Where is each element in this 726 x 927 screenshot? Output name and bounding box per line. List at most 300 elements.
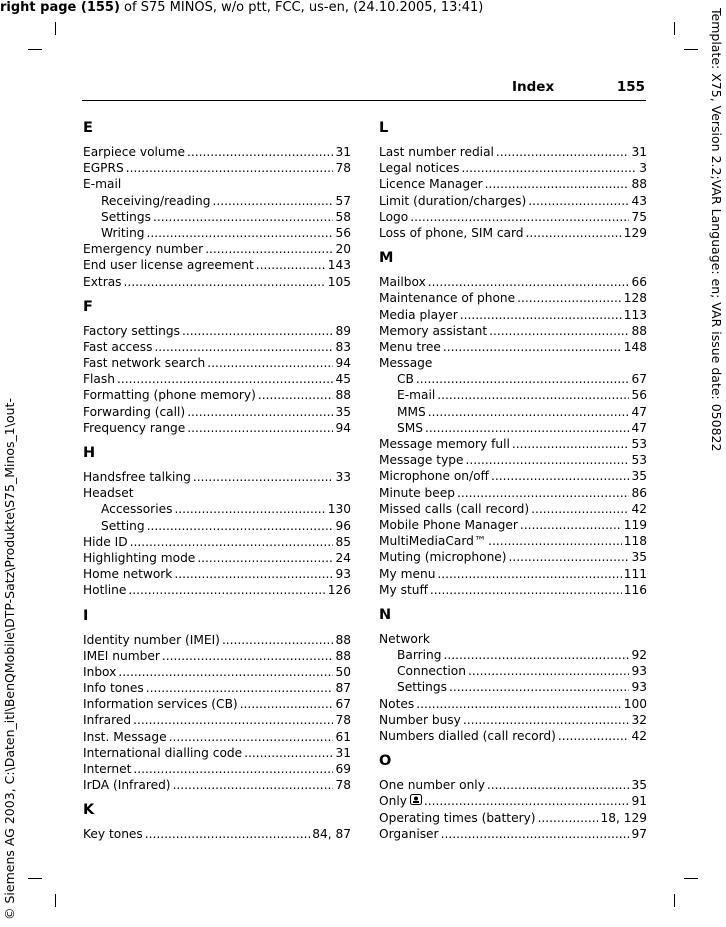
- crop-mark: [55, 894, 56, 907]
- index-entry: [379, 501, 647, 517]
- entry-term: Writing: [101, 225, 145, 240]
- entry-term: One number only: [379, 778, 485, 793]
- leader-dots: [174, 566, 333, 582]
- page-reference: 128: [623, 291, 647, 306]
- page-reference: 118: [623, 534, 647, 549]
- index-subentry: [379, 387, 647, 403]
- leader-dots: [147, 518, 334, 534]
- entry-term: Last number redial: [379, 145, 494, 159]
- print-header-info: of S75 MINOS, w/o ptt, FCC, us-en, (24.10.2005, 13:41): [119, 0, 484, 15]
- index-entry: [83, 761, 351, 777]
- index-section: [379, 118, 647, 241]
- leader-dots: [449, 679, 629, 695]
- entry-term: Infrared: [83, 713, 132, 728]
- index-entry: [83, 745, 351, 761]
- leader-dots: [256, 257, 326, 273]
- entry-term: Message memory full: [379, 437, 510, 451]
- entry-term: Accessories: [101, 502, 173, 517]
- entry-term: Extras: [83, 274, 122, 289]
- index-entry: [379, 274, 647, 290]
- entry-term: Identity number (IMEI): [83, 632, 220, 647]
- page-reference: 78: [335, 713, 351, 728]
- page-reference: 35: [335, 404, 351, 419]
- index-section: [83, 118, 351, 290]
- leader-dots: [428, 274, 630, 290]
- leader-dots: [468, 663, 630, 679]
- index-subentry: [83, 518, 351, 534]
- leader-dots: [512, 436, 630, 452]
- leader-dots: [173, 777, 334, 793]
- page-reference: 18, 129: [600, 810, 647, 825]
- entry-term: Receiving/reading: [101, 193, 211, 208]
- crop-mark: [28, 878, 42, 879]
- leader-dots: [197, 550, 333, 566]
- page-reference: 148: [623, 339, 647, 354]
- index-entry: [83, 582, 351, 598]
- entry-term: Operating times (battery): [379, 810, 536, 825]
- entry-term: Organiser: [379, 826, 439, 841]
- entry-term: MMS: [397, 404, 426, 419]
- index-entry: [83, 160, 351, 176]
- leader-dots: [126, 160, 334, 176]
- page-reference: 45: [335, 372, 351, 387]
- leader-dots: [443, 647, 629, 663]
- index-entry: [83, 777, 351, 793]
- entry-term: Hotline: [83, 583, 127, 598]
- entry-term: Forwarding (call): [83, 404, 186, 419]
- page-reference: 88: [335, 648, 351, 663]
- index-entry: [83, 696, 351, 712]
- entry-term: EGPRS: [83, 161, 124, 176]
- page-reference: 116: [623, 582, 647, 597]
- entry-term: Fast network search: [83, 356, 206, 371]
- entry-term: Number busy: [379, 712, 461, 727]
- page-reference: 3: [639, 161, 647, 176]
- index-section: [379, 248, 647, 598]
- index-subentry: [379, 404, 647, 420]
- index-entry: [379, 712, 647, 728]
- entry-term: Mobile Phone Manager: [379, 517, 518, 532]
- index-entry: [83, 241, 351, 257]
- leader-dots: [441, 826, 630, 842]
- leader-dots: [117, 371, 334, 387]
- index-subentry: [379, 679, 647, 695]
- leader-dots: [154, 339, 333, 355]
- entry-term: International dialling code: [83, 745, 243, 760]
- index-entry: [83, 566, 351, 582]
- index-entry: [379, 452, 647, 468]
- leader-dots: [487, 777, 630, 793]
- index-entry: [379, 549, 647, 565]
- entry-term: Formatting (phone memory): [83, 388, 256, 403]
- page-number: 155: [616, 79, 645, 95]
- index-entry: [83, 404, 351, 420]
- crop-mark: [684, 49, 698, 50]
- leader-dots: [466, 452, 630, 468]
- index-entry: [83, 826, 351, 842]
- leader-dots: [205, 241, 333, 257]
- page-reference: 97: [631, 826, 647, 841]
- entry-term: Menu tree: [379, 339, 441, 354]
- page-reference: 56: [335, 225, 351, 240]
- index-entry: [83, 355, 351, 371]
- leader-dots: [240, 696, 334, 712]
- index-entry: [83, 387, 351, 403]
- entry-term: Setting: [101, 518, 145, 533]
- leader-dots: [517, 290, 622, 306]
- section-letter: H: [83, 445, 96, 461]
- index-entry: [379, 436, 647, 452]
- index-section: [83, 443, 351, 599]
- leader-dots: [146, 680, 334, 696]
- index-entry: [83, 469, 351, 485]
- page-reference: 105: [327, 274, 351, 289]
- index-entry: [83, 176, 351, 192]
- page-reference: 53: [631, 453, 647, 468]
- index-entry: [379, 323, 647, 339]
- entry-term: MultiMediaCard™: [379, 534, 487, 549]
- crop-mark: [28, 49, 42, 50]
- index-entry: [379, 566, 647, 582]
- entry-term: End user license agreement: [83, 258, 254, 273]
- index-entry: [379, 176, 647, 192]
- leader-dots: [457, 485, 630, 501]
- entry-term: Frequency range: [83, 420, 186, 435]
- entry-term: Media player: [379, 307, 458, 322]
- index-subentry: [83, 193, 351, 209]
- index-entry: [83, 632, 351, 648]
- entry-term: Headset: [83, 486, 134, 501]
- index-section: [83, 606, 351, 794]
- section-letter: I: [83, 607, 89, 624]
- leader-dots: [520, 517, 622, 533]
- entry-term: Licence Manager: [379, 177, 483, 192]
- entry-term: Limit (duration/charges): [379, 193, 527, 208]
- index-entry: [379, 777, 647, 793]
- entry-term: Highlighting mode: [83, 550, 196, 565]
- index-subentry: [83, 225, 351, 241]
- index-entry: [83, 550, 351, 566]
- index-entry: [379, 793, 647, 809]
- leader-dots: [118, 664, 333, 680]
- page-reference: 35: [631, 469, 647, 484]
- index-entry: [379, 225, 647, 241]
- index-column-right: [379, 118, 647, 849]
- index-entry: [379, 209, 647, 225]
- leader-dots: [488, 533, 622, 549]
- template-info-text: Template: X75, Version 2.2;VAR Language: en; VAR issue date: 050822: [709, 8, 724, 452]
- entry-term: Inst. Message: [83, 729, 167, 744]
- leader-dots: [509, 549, 630, 565]
- page-reference: 88: [631, 323, 647, 338]
- index-entry: [379, 193, 647, 209]
- leader-dots: [428, 404, 630, 420]
- page-reference: 111: [623, 566, 647, 581]
- index-entry: [83, 257, 351, 273]
- index-subentry: [379, 420, 647, 436]
- leader-dots: [187, 420, 333, 436]
- leader-dots: [416, 371, 630, 387]
- page-reference: 93: [335, 567, 351, 582]
- index-section: [83, 297, 351, 436]
- print-header-page: right page (155): [0, 0, 120, 15]
- page-reference: 43: [631, 193, 647, 208]
- index-entry: [83, 485, 351, 501]
- leader-dots: [424, 793, 630, 809]
- entry-term: Hide ID: [83, 534, 128, 549]
- entry-term: Microphone on/off: [379, 469, 489, 484]
- entry-term: Network: [379, 631, 430, 646]
- page-reference: 42: [631, 729, 647, 743]
- leader-dots: [130, 534, 334, 550]
- entry-term: Settings: [397, 680, 447, 695]
- index-entry: [379, 582, 647, 598]
- page-reference: 86: [631, 485, 647, 500]
- index-subentry: [379, 663, 647, 679]
- leader-dots: [528, 193, 629, 209]
- leader-dots: [558, 728, 630, 744]
- page-reference: 91: [631, 794, 647, 809]
- entry-term: Emergency number: [83, 242, 204, 257]
- entry-term: Factory settings: [83, 323, 180, 338]
- leader-dots: [485, 176, 630, 192]
- index-entry: [83, 371, 351, 387]
- page-reference: 31: [631, 145, 647, 159]
- leader-dots: [489, 323, 629, 339]
- entry-term: Mailbox: [379, 275, 426, 290]
- entry-term: Key tones: [83, 827, 143, 842]
- page-reference: 93: [631, 680, 647, 695]
- entry-term: Numbers dialled (call record): [379, 729, 556, 743]
- index-entry: [379, 826, 647, 842]
- entry-term: Maintenance of phone: [379, 291, 516, 306]
- index-entry: [379, 517, 647, 533]
- entry-term: E-mail: [83, 177, 122, 192]
- page-reference: 88: [631, 177, 647, 192]
- leader-dots: [491, 468, 630, 484]
- index-entry: [379, 631, 647, 647]
- index-entry: [379, 355, 647, 371]
- page-reference: 31: [335, 745, 351, 760]
- index-entry: [379, 533, 647, 549]
- leader-dots: [147, 225, 334, 241]
- leader-dots: [145, 826, 310, 842]
- index-section: [379, 605, 647, 744]
- page-reference: 85: [335, 534, 351, 549]
- entry-term: Memory assistant: [379, 323, 488, 338]
- entry-term: Information services (CB): [83, 697, 238, 712]
- leader-dots: [430, 582, 622, 598]
- crop-mark: [674, 22, 675, 35]
- section-letter: K: [83, 802, 95, 819]
- leader-dots: [124, 274, 326, 290]
- page-reference: 20: [335, 242, 351, 257]
- section-letter: O: [379, 753, 392, 770]
- crop-mark: [684, 878, 698, 879]
- page-reference: 67: [631, 372, 647, 387]
- leader-dots: [425, 420, 629, 436]
- entry-term: Internet: [83, 762, 132, 776]
- leader-dots: [437, 566, 621, 582]
- leader-dots: [162, 648, 334, 664]
- crop-mark: [55, 22, 56, 35]
- section-letter: L: [379, 120, 389, 136]
- page-reference: 56: [631, 388, 647, 403]
- index-entry: [379, 696, 647, 712]
- page-reference: 83: [335, 339, 351, 354]
- index-subentry: [83, 209, 351, 225]
- copyright-path-text: © Siemens AG 2003, C:\Daten_itl\BenQMobile\DTP-Satz\Produkte\S75_Minos_1\out-: [2, 398, 17, 920]
- page-reference: 89: [335, 323, 351, 338]
- index-entry: [379, 810, 647, 826]
- entry-term: Muting (microphone): [379, 550, 507, 565]
- index-entry: [379, 468, 647, 484]
- leader-dots: [437, 387, 629, 403]
- entry-term: Handsfree talking: [83, 470, 191, 484]
- page-reference: 69: [335, 762, 351, 776]
- leader-dots: [174, 501, 325, 517]
- index-subentry: [379, 371, 647, 387]
- page-reference: 32: [631, 712, 647, 727]
- entry-term: CB: [397, 372, 414, 387]
- page-reference: 47: [631, 404, 647, 419]
- leader-dots: [128, 582, 325, 598]
- index-entry: [83, 680, 351, 696]
- entry-term: Legal notices: [379, 161, 460, 176]
- leader-dots: [416, 696, 622, 712]
- index-section: [379, 751, 647, 842]
- page-reference: 88: [335, 632, 351, 647]
- leader-dots: [526, 225, 622, 241]
- entry-term: Message type: [379, 453, 464, 468]
- index-entry: [83, 420, 351, 436]
- index-subentry: [379, 647, 647, 663]
- index-entry: [83, 729, 351, 745]
- page-reference: 78: [335, 161, 351, 176]
- entry-term: SMS: [397, 420, 423, 435]
- header-rule: [82, 100, 646, 101]
- entry-term: Settings: [101, 209, 151, 224]
- leader-dots: [169, 729, 334, 745]
- section-letter: M: [379, 250, 394, 267]
- leader-dots: [538, 810, 599, 826]
- page-reference: 92: [631, 648, 647, 663]
- index-entry: [379, 160, 647, 176]
- index-entry: [379, 290, 647, 306]
- entry-term: Inbox: [83, 664, 117, 679]
- page-reference: 42: [631, 501, 647, 516]
- crop-mark: [674, 894, 675, 907]
- page-reference: 87: [335, 681, 351, 696]
- index-entry: [83, 339, 351, 355]
- entry-term: My stuff: [379, 582, 428, 597]
- page-reference: 24: [335, 550, 351, 565]
- leader-dots: [461, 160, 637, 176]
- leader-dots: [207, 355, 333, 371]
- index-entry: [83, 648, 351, 664]
- leader-dots: [443, 339, 622, 355]
- entry-term: Message: [379, 356, 433, 371]
- page-reference: 53: [631, 437, 647, 451]
- page-reference: 88: [335, 388, 351, 403]
- index-entry: [83, 144, 351, 160]
- entry-term: Notes: [379, 696, 415, 711]
- entry-term: Connection: [397, 664, 466, 679]
- leader-dots: [496, 144, 630, 160]
- entry-term: Info tones: [83, 681, 144, 696]
- index-entry: [83, 274, 351, 290]
- index-entry: [83, 534, 351, 550]
- entry-term: Minute beep: [379, 485, 455, 500]
- page-reference: 143: [327, 258, 351, 273]
- index-entry: [379, 307, 647, 323]
- entry-term: Fast access: [83, 339, 153, 354]
- entry-term: IMEI number: [83, 648, 160, 663]
- page-title: Index: [512, 79, 555, 95]
- page-reference: 94: [335, 356, 351, 371]
- phonebook-icon: [410, 793, 422, 804]
- index-entry: [83, 712, 351, 728]
- page-reference: 93: [631, 664, 647, 679]
- leader-dots: [410, 209, 629, 225]
- page-reference: 35: [631, 550, 647, 565]
- page-reference: 94: [335, 420, 351, 435]
- leader-dots: [153, 209, 333, 225]
- page-reference: 96: [335, 518, 351, 533]
- section-letter: F: [83, 298, 93, 315]
- index-subentry: [83, 501, 351, 517]
- leader-dots: [531, 501, 629, 517]
- index-column-left: [83, 118, 351, 850]
- leader-dots: [463, 712, 630, 728]
- leader-dots: [460, 307, 622, 323]
- page-reference: 50: [335, 664, 351, 679]
- index-entry: [379, 728, 647, 744]
- index-entry: [379, 144, 647, 160]
- index-entry: [379, 339, 647, 355]
- leader-dots: [244, 745, 333, 761]
- page-reference: 130: [327, 502, 351, 517]
- index-entry: [379, 485, 647, 501]
- entry-term: Missed calls (call record): [379, 501, 530, 516]
- page-reference: 31: [335, 145, 351, 159]
- leader-dots: [212, 193, 333, 209]
- index-section: [83, 800, 351, 842]
- leader-dots: [187, 404, 333, 420]
- page-reference: 57: [335, 193, 351, 208]
- entry-term: Barring: [397, 648, 442, 663]
- page-reference: 61: [335, 729, 351, 744]
- entry-term: Earpiece volume: [83, 145, 186, 159]
- page-reference: 33: [335, 470, 351, 484]
- entry-term: Home network: [83, 567, 173, 582]
- entry-term: Flash: [83, 372, 115, 387]
- entry-term: My menu: [379, 566, 436, 581]
- page-reference: 66: [631, 275, 647, 290]
- page-reference: 78: [335, 778, 351, 793]
- index-entry: [83, 664, 351, 680]
- page-reference: 119: [623, 517, 647, 532]
- page-reference: 129: [623, 225, 647, 240]
- page-reference: 113: [623, 307, 647, 322]
- page-reference: 35: [631, 778, 647, 793]
- page-reference: 58: [335, 209, 351, 224]
- page-reference: 47: [631, 420, 647, 435]
- leader-dots: [133, 712, 333, 728]
- leader-dots: [222, 632, 334, 648]
- entry-term: Logo: [379, 209, 409, 224]
- print-header: [0, 0, 483, 15]
